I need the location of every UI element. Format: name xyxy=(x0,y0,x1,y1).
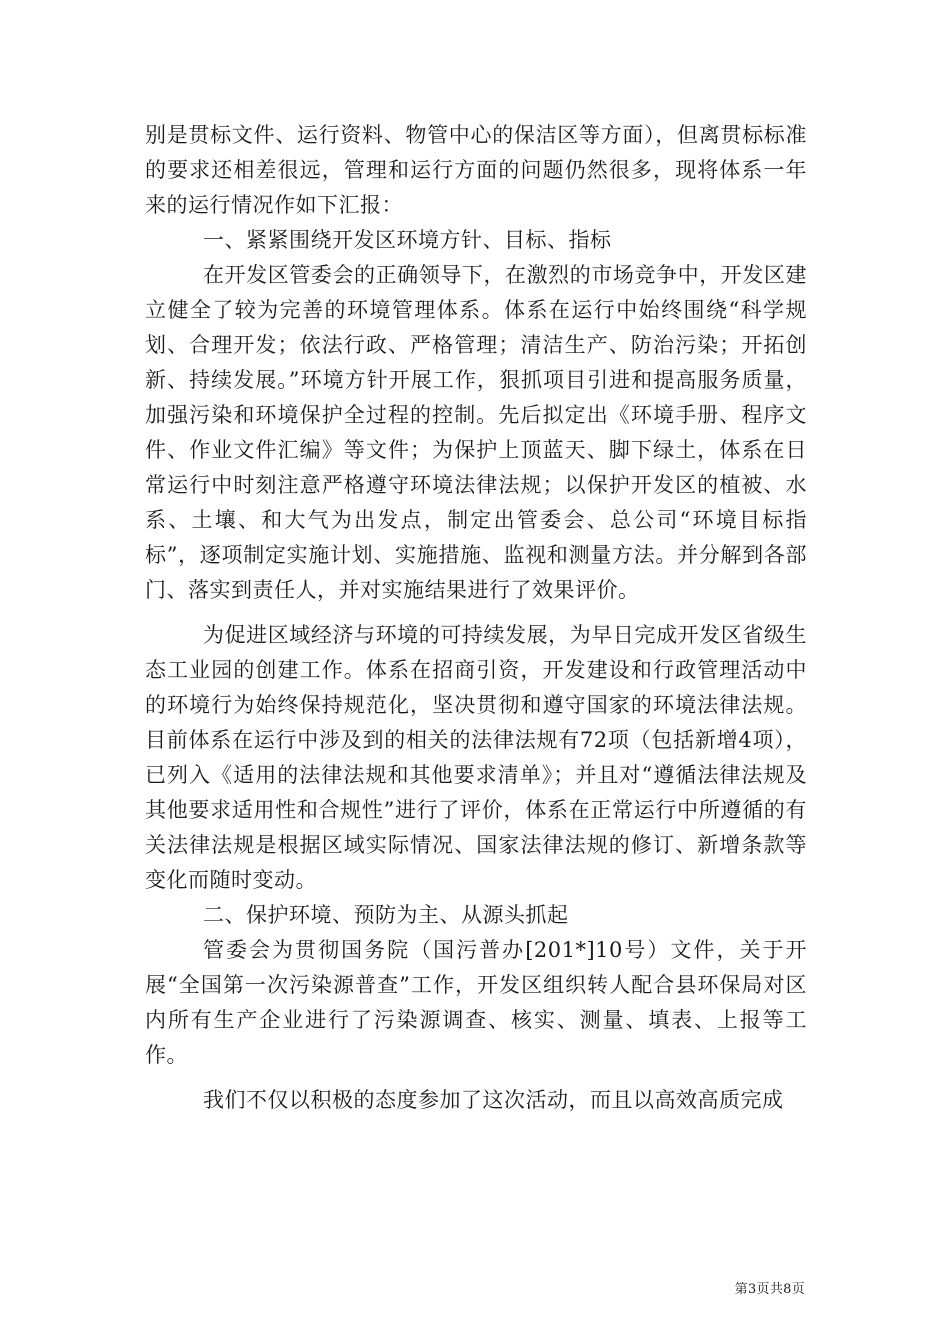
body-paragraph-3: 为促进区域经济与环境的可持续发展，为早日完成开发区省级生态工业园的创建工作。体系在招商引资，开发建设和行政管理活动中的环境行为始终保持规范化，坚决贯彻和遵守国家的环境法律法规。目前体系在运行中涉及到的相关的法律法规有72项（包括新增4项），已列入《适用的法律法规和其他要求清单》；并且对“遵循法律法规及其他要求适用性和合规性”进行了评价，体系在正常运行中所遵循的有关法律法规是根据区域实际情况、国家法律法规的修订、新增条款等变化而随时变动。 xyxy=(145,623,807,892)
document-body xyxy=(145,118,807,1118)
body-paragraph-4: 管委会为贯彻国务院（国污普办[201*]10号）文件，关于开展“全国第一次污染源普查”工作，开发区组织转人配合县环保局对区内所有生产企业进行了污染源调查、核实、测量、填表、上报等工作。 xyxy=(145,938,807,1067)
page-number-footer: 第3页共8页 xyxy=(734,1282,805,1297)
body-paragraph-5: 我们不仅以积极的态度参加了这次活动，而且以高效高质完成 xyxy=(203,1088,784,1112)
section-heading-2: 二、保护环境、预防为主、从源头抓起 xyxy=(203,903,569,927)
section-heading-1: 一、紧紧围绕开发区环境方针、目标、指标 xyxy=(203,228,612,252)
body-paragraph-2: 在开发区管委会的正确领导下，在激烈的市场竞争中，开发区建立健全了较为完善的环境管理体系。体系在运行中始终围绕“科学规划、合理开发；依法行政、严格管理；清洁生产、防治污染；开拓创新、持续发展。”环境方针开展工作，狠抓项目引进和提高服务质量，加强污染和环境保护全过程的控制。先后拟定出《环境手册、程序文件、作业文件汇编》等文件；为保护上顶蓝天、脚下绿土，体系在日常运行中时刻注意严格遵守环境法律法规；以保护开发区的植被、水系、土壤、和大气为出发点，制定出管委会、总公司“环境目标指标”，逐项制定实施计划、实施措施、监视和测量方法。并分解到各部门、落实到责任人，并对实施结果进行了效果评价。 xyxy=(145,263,807,602)
body-paragraph-1: 别是贯标文件、运行资料、物管中心的保洁区等方面），但离贯标标准的要求还相差很远，管理和运行方面的问题仍然很多，现将体系一年来的运行情况作如下汇报： xyxy=(145,123,807,217)
